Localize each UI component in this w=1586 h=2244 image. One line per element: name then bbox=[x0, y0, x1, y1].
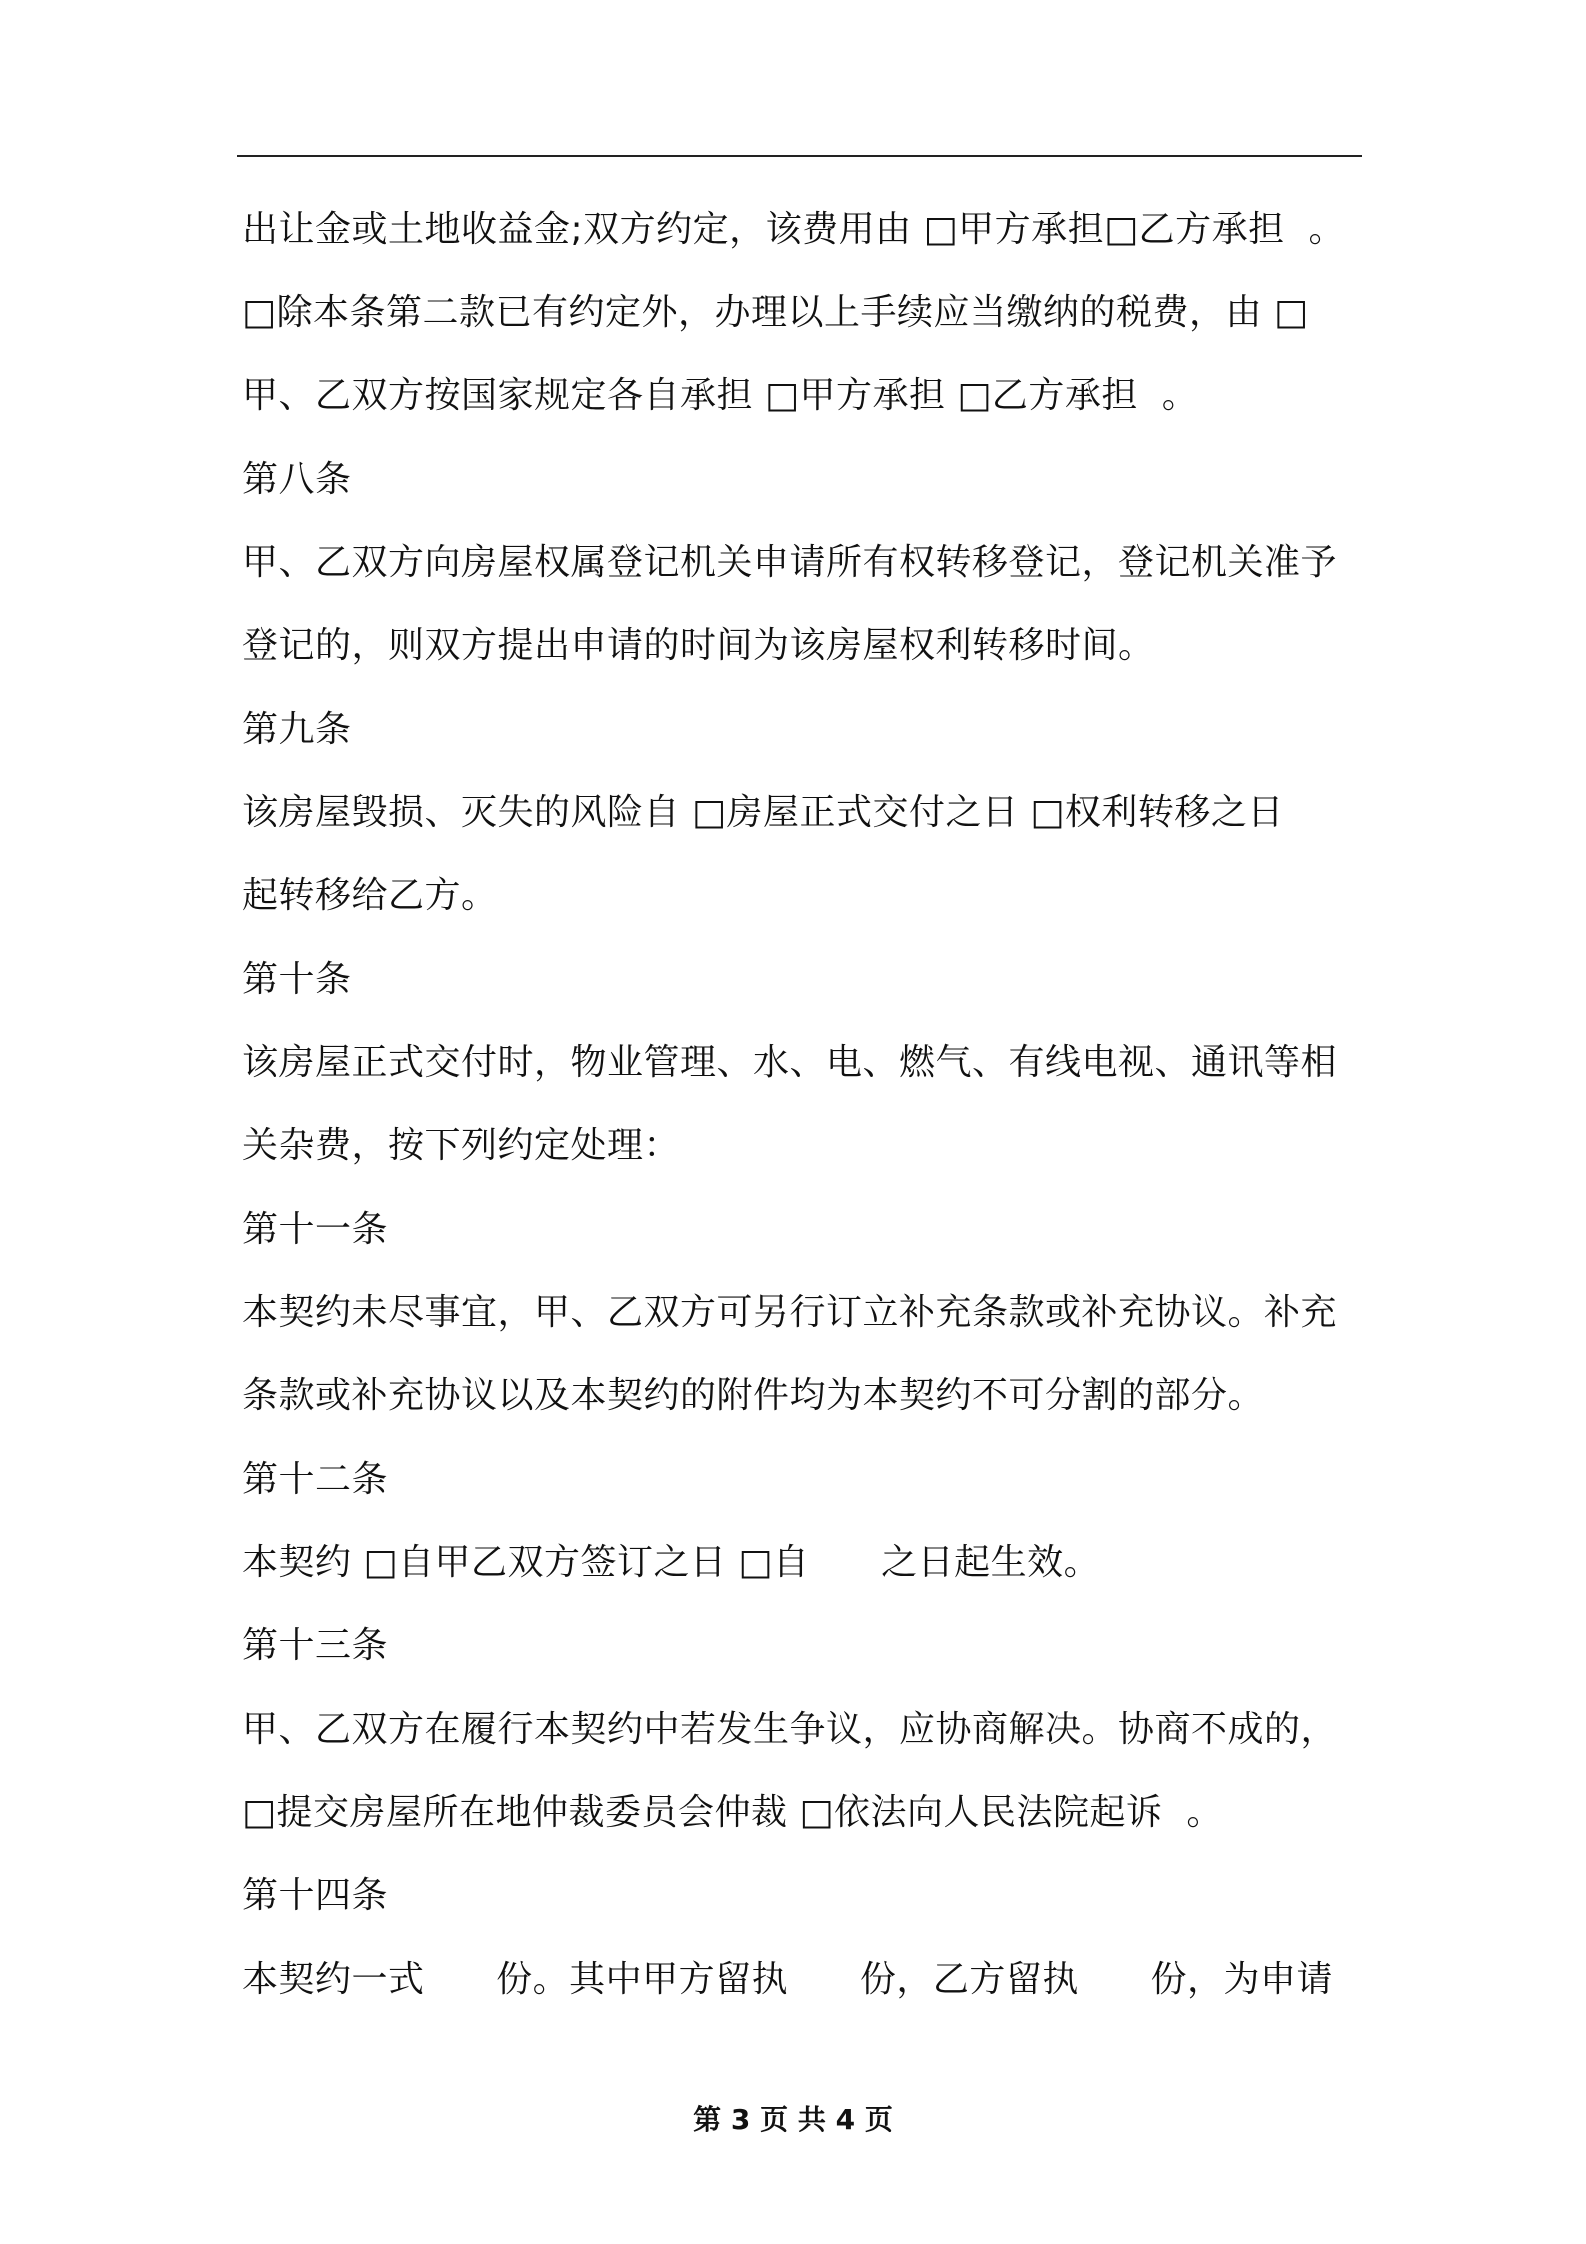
body-line: □除本条第二款已有约定外，办理以上手续应当缴纳的税费，由 □ bbox=[242, 292, 1309, 333]
body-line: 登记的，则双方提出申请的时间为该房屋权利转移时间。 bbox=[242, 625, 1155, 666]
body-line: 本契约未尽事宜，甲、乙双方可另行订立补充条款或补充协议。补充 bbox=[242, 1292, 1338, 1333]
body-line: 甲、乙双方向房屋权属登记机关申请所有权转移登记，登记机关准予 bbox=[242, 542, 1338, 583]
article-heading: 第八条 bbox=[242, 459, 352, 500]
article-heading: 第十三条 bbox=[242, 1625, 389, 1666]
body-line: 条款或补充协议以及本契约的附件均为本契约不可分割的部分。 bbox=[242, 1375, 1265, 1416]
article-heading: 第九条 bbox=[242, 709, 352, 750]
article-heading: 第十二条 bbox=[242, 1459, 389, 1500]
body-line: 该房屋正式交付时，物业管理、水、电、燃气、有线电视、通讯等相 bbox=[242, 1042, 1338, 1083]
header-rule bbox=[237, 155, 1362, 157]
article-heading: 第十条 bbox=[242, 959, 352, 1000]
body-line: 关杂费，按下列约定处理： bbox=[242, 1125, 681, 1166]
article-heading: 第十一条 bbox=[242, 1209, 389, 1250]
body-line: □提交房屋所在地仲裁委员会仲裁 □依法向人民法院起诉 。 bbox=[242, 1792, 1223, 1833]
body-line: 甲、乙双方在履行本契约中若发生争议，应协商解决。协商不成的， bbox=[242, 1709, 1338, 1750]
body-line: 起转移给乙方。 bbox=[242, 875, 498, 916]
body-line: 本契约一式 份。其中甲方留执 份，乙方留执 份，为申请 bbox=[242, 1959, 1333, 2000]
article-heading: 第十四条 bbox=[242, 1875, 389, 1916]
body-line: 本契约 □自甲乙双方签订之日 □自 之日起生效。 bbox=[242, 1542, 1101, 1583]
body-line: 出让金或土地收益金;双方约定，该费用由 □甲方承担□乙方承担 。 bbox=[242, 209, 1345, 250]
page-number-footer: 第 3 页 共 4 页 bbox=[693, 2103, 893, 2136]
body-line: 该房屋毁损、灭失的风险自 □房屋正式交付之日 □权利转移之日 bbox=[242, 792, 1284, 833]
body-line: 甲、乙双方按国家规定各自承担 □甲方承担 □乙方承担 。 bbox=[242, 375, 1199, 416]
